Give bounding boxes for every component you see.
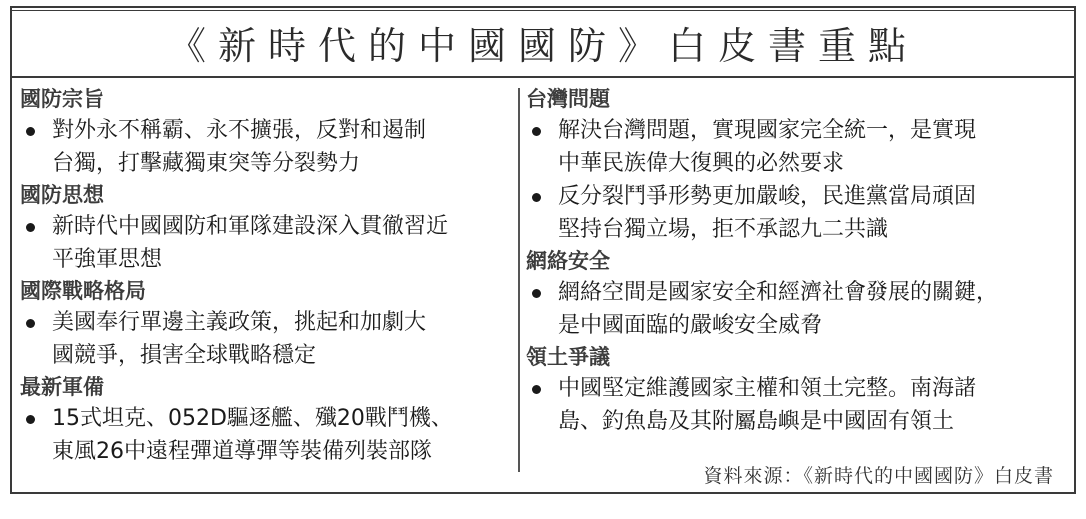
title-band <box>12 8 1074 78</box>
item-line: 網絡空間是國家安全和經濟社會發展的關鍵， <box>558 280 999 305</box>
item-line: 中華民族偉大復興的必然要求 <box>558 151 845 176</box>
right-column <box>526 84 1074 438</box>
section <box>20 180 515 276</box>
bullet-icon <box>26 319 35 328</box>
section-heading: 台灣問題 <box>526 86 610 111</box>
column-divider <box>518 88 520 472</box>
bullet-icon <box>532 127 541 136</box>
list-item <box>20 306 515 372</box>
item-line: 15式坦克、052D驅逐艦、殲20戰鬥機、 <box>52 406 453 431</box>
left-column <box>20 84 515 468</box>
bullet-icon <box>532 289 541 298</box>
section-heading: 國防思想 <box>20 182 104 207</box>
section-heading: 國際戰略格局 <box>20 278 146 303</box>
item-line: 堅持台獨立場，拒不承認九二共識 <box>558 217 889 242</box>
section <box>526 342 1074 438</box>
source-note: 資料來源：《新時代的中國國防》白皮書 <box>703 465 1054 487</box>
item-line: 平強軍思想 <box>52 247 163 272</box>
item-line: 新時代中國國防和軍隊建設深入貫徹習近 <box>52 214 449 239</box>
section <box>20 276 515 372</box>
infobox <box>10 6 1076 494</box>
bullet-icon <box>532 193 541 202</box>
section <box>20 84 515 180</box>
section-heading: 最新軍備 <box>20 374 104 399</box>
list-item <box>526 180 1074 246</box>
bullet-icon <box>26 127 35 136</box>
item-line: 解決台灣問題，實現國家完全統一，是實現 <box>558 118 977 143</box>
item-line: 對外永不稱霸、永不擴張，反對和遏制 <box>52 118 427 143</box>
section <box>526 84 1074 246</box>
section <box>526 246 1074 342</box>
item-line: 台獨，打擊藏獨東突等分裂勢力 <box>52 151 361 176</box>
list-item <box>20 210 515 276</box>
bullet-icon <box>26 415 35 424</box>
item-line: 反分裂鬥爭形勢更加嚴峻，民進黨當局頑固 <box>558 184 977 209</box>
list-item <box>20 114 515 180</box>
section <box>20 372 515 468</box>
list-item <box>526 114 1074 180</box>
item-line: 中國堅定維護國家主權和領土完整。南海諸 <box>558 376 977 401</box>
item-line: 島、釣魚島及其附屬島嶼是中國固有領土 <box>558 409 955 434</box>
bullet-icon <box>26 223 35 232</box>
item-line: 東風26中遠程彈道導彈等裝備列裝部隊 <box>52 439 432 464</box>
list-item <box>526 276 1074 342</box>
list-item <box>526 372 1074 438</box>
bullet-icon <box>532 385 541 394</box>
section-heading: 領土爭議 <box>526 344 610 369</box>
item-line: 美國奉行單邊主義政策，挑起和加劇大 <box>52 310 427 335</box>
section-heading: 網絡安全 <box>526 248 610 273</box>
infobox-title: 《新時代的中國國防》白皮書重點 <box>167 23 918 68</box>
section-heading: 國防宗旨 <box>20 86 104 111</box>
item-line: 是中國面臨的嚴峻安全威脅 <box>558 313 823 338</box>
item-line: 國競爭，損害全球戰略穩定 <box>52 343 317 368</box>
list-item <box>20 402 515 468</box>
